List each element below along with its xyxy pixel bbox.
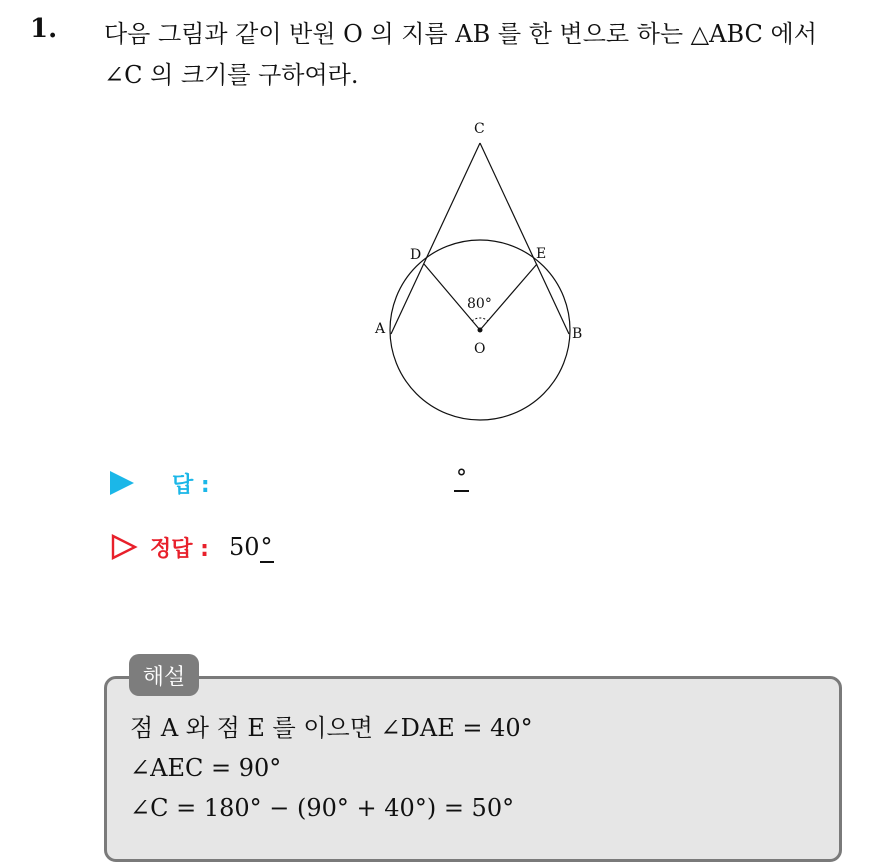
question-line-1: 다음 그림과 같이 반원 O 의 지름 AB 를 한 변으로 하는 △ABC 에서 xyxy=(104,20,817,48)
explanation-lines xyxy=(130,708,533,828)
label-e: E xyxy=(536,246,547,262)
correct-answer-row xyxy=(110,530,274,564)
side-bc xyxy=(480,143,569,334)
question-number: 1. xyxy=(30,14,58,44)
correct-number: 50 xyxy=(228,533,260,561)
answer-label: 답 : xyxy=(172,472,210,498)
explanation-line-1: 점 A 와 점 E 를 이으면 ∠DAE = 40° xyxy=(130,714,533,742)
explanation-line-2: ∠AEC = 90° xyxy=(130,754,282,782)
outline-triangle-icon xyxy=(110,534,138,560)
angle-arc xyxy=(472,318,488,321)
filled-triangle-icon xyxy=(110,471,134,495)
question-line-2: ∠C 의 크기를 구하여라. xyxy=(104,61,359,89)
label-a: A xyxy=(375,321,386,337)
label-c: C xyxy=(474,121,485,137)
answer-blank-input[interactable]: ° xyxy=(456,466,467,491)
label-d: D xyxy=(410,247,422,263)
question-text xyxy=(104,14,874,96)
label-b: B xyxy=(572,326,583,342)
correct-unit: ° xyxy=(260,533,273,561)
answer-row xyxy=(110,466,210,500)
center-point-o xyxy=(478,328,483,333)
correct-value xyxy=(229,533,274,561)
label-angle: 80° xyxy=(467,296,492,312)
label-o: O xyxy=(474,341,486,357)
explanation-tab: 해설 xyxy=(129,654,199,696)
explanation-line-3: ∠C = 180° − (90° + 40°) = 50° xyxy=(130,794,515,822)
correct-label: 정답 : xyxy=(150,536,209,562)
geometry-figure xyxy=(350,112,610,432)
